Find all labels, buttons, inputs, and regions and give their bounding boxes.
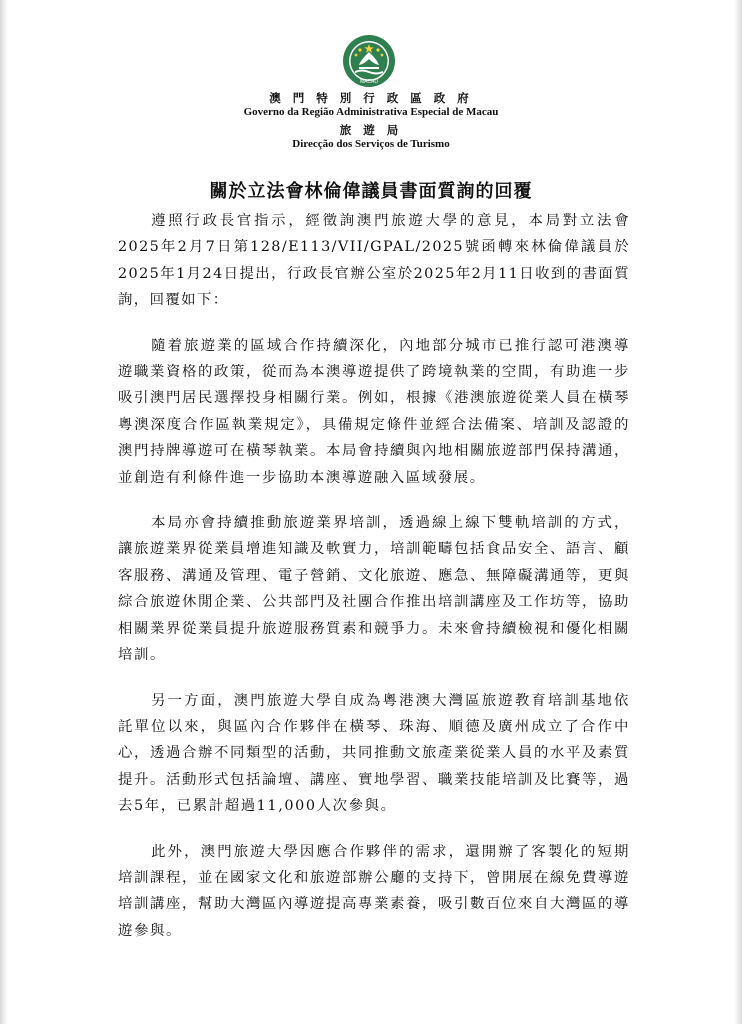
page-left-shadow bbox=[0, 0, 8, 1024]
macau-emblem-icon bbox=[341, 33, 397, 89]
emblem-text: MACAU bbox=[359, 79, 379, 85]
paragraph-intro: 遵照行政長官指示，經徵詢澳門旅遊大學的意見，本局對立法會2025年2月7日第128/E113/VII/GPAL/2025號函轉來林倫偉議員於2025年1月24日提出，行政長官辦公室於2025年2月11日收到的書面質詢，回覆如下： bbox=[118, 213, 630, 309]
government-name-zh: 澳 門 特 別 行 政 區 政 府 bbox=[269, 91, 473, 105]
paragraph-customized-courses: 此外，澳門旅遊大學因應合作夥伴的需求，還開辦了客製化的短期培訓課程，並在國家文化和旅遊部辦公廳的支持下，曾開展在線免費導遊培訓講座，幫助大灣區內導遊提高專業素養，吸引數百位來自大灣區的導遊參與。 bbox=[118, 843, 630, 939]
paragraph-industry-training: 本局亦會持續推動旅遊業界培訓，透過線上線下雙軌培訓的方式，讓旅遊業界從業員增進知識及軟實力，培訓範疇包括食品安全、語言、顧客服務、溝通及管理、電子營銷、文化旅遊、應急、無障礙溝通等，更與綜合旅遊休閒企業、公共部門及社團合作推出培訓講座及工作坊等，協助相關業界從業員提升旅遊服務質素和競爭力。未來會持續檢視和優化相關培訓。 bbox=[118, 515, 630, 664]
bureau-name-zh: 旅 遊 局 bbox=[339, 123, 403, 137]
document-title: 關於立法會林倫偉議員書面質詢的回覆 bbox=[209, 181, 533, 202]
government-name-pt: Governo da Região Administrativa Especial de Macau bbox=[243, 106, 499, 118]
document-body bbox=[118, 208, 630, 963]
paragraph-utm-base: 另一方面，澳門旅遊大學自成為粵港澳大灣區旅遊教育培訓基地依託單位以來，與區內合作夥伴在橫琴、珠海、順德及廣州成立了合作中心，透過合辦不同類型的活動，共同推動文旅產業從業人員的水平及素質提升。活動形式包括論壇、講座、實地學習、職業技能培訓及比賽等，過去5年，已累計超過11,000人次參與。 bbox=[118, 692, 630, 815]
bureau-name-pt: Direcção dos Serviços de Turismo bbox=[292, 138, 450, 150]
paragraph-regional-cooperation: 隨着旅遊業的區域合作持續深化，內地部分城市已推行認可港澳導遊職業資格的政策，從而為本澳導遊提供了跨境執業的空間，有助進一步吸引澳門居民選擇投身相關行業。例如，根據《港澳旅遊從業人員在橫琴粵澳深度合作區執業規定》，具備規定條件並經合法備案、培訓及認證的澳門持牌導遊可在橫琴執業。本局會持續與內地相關旅遊部門保持溝通，並創造有利條件進一步協助本澳導遊融入區域發展。 bbox=[118, 337, 630, 486]
page-right-shadow bbox=[734, 0, 742, 1024]
